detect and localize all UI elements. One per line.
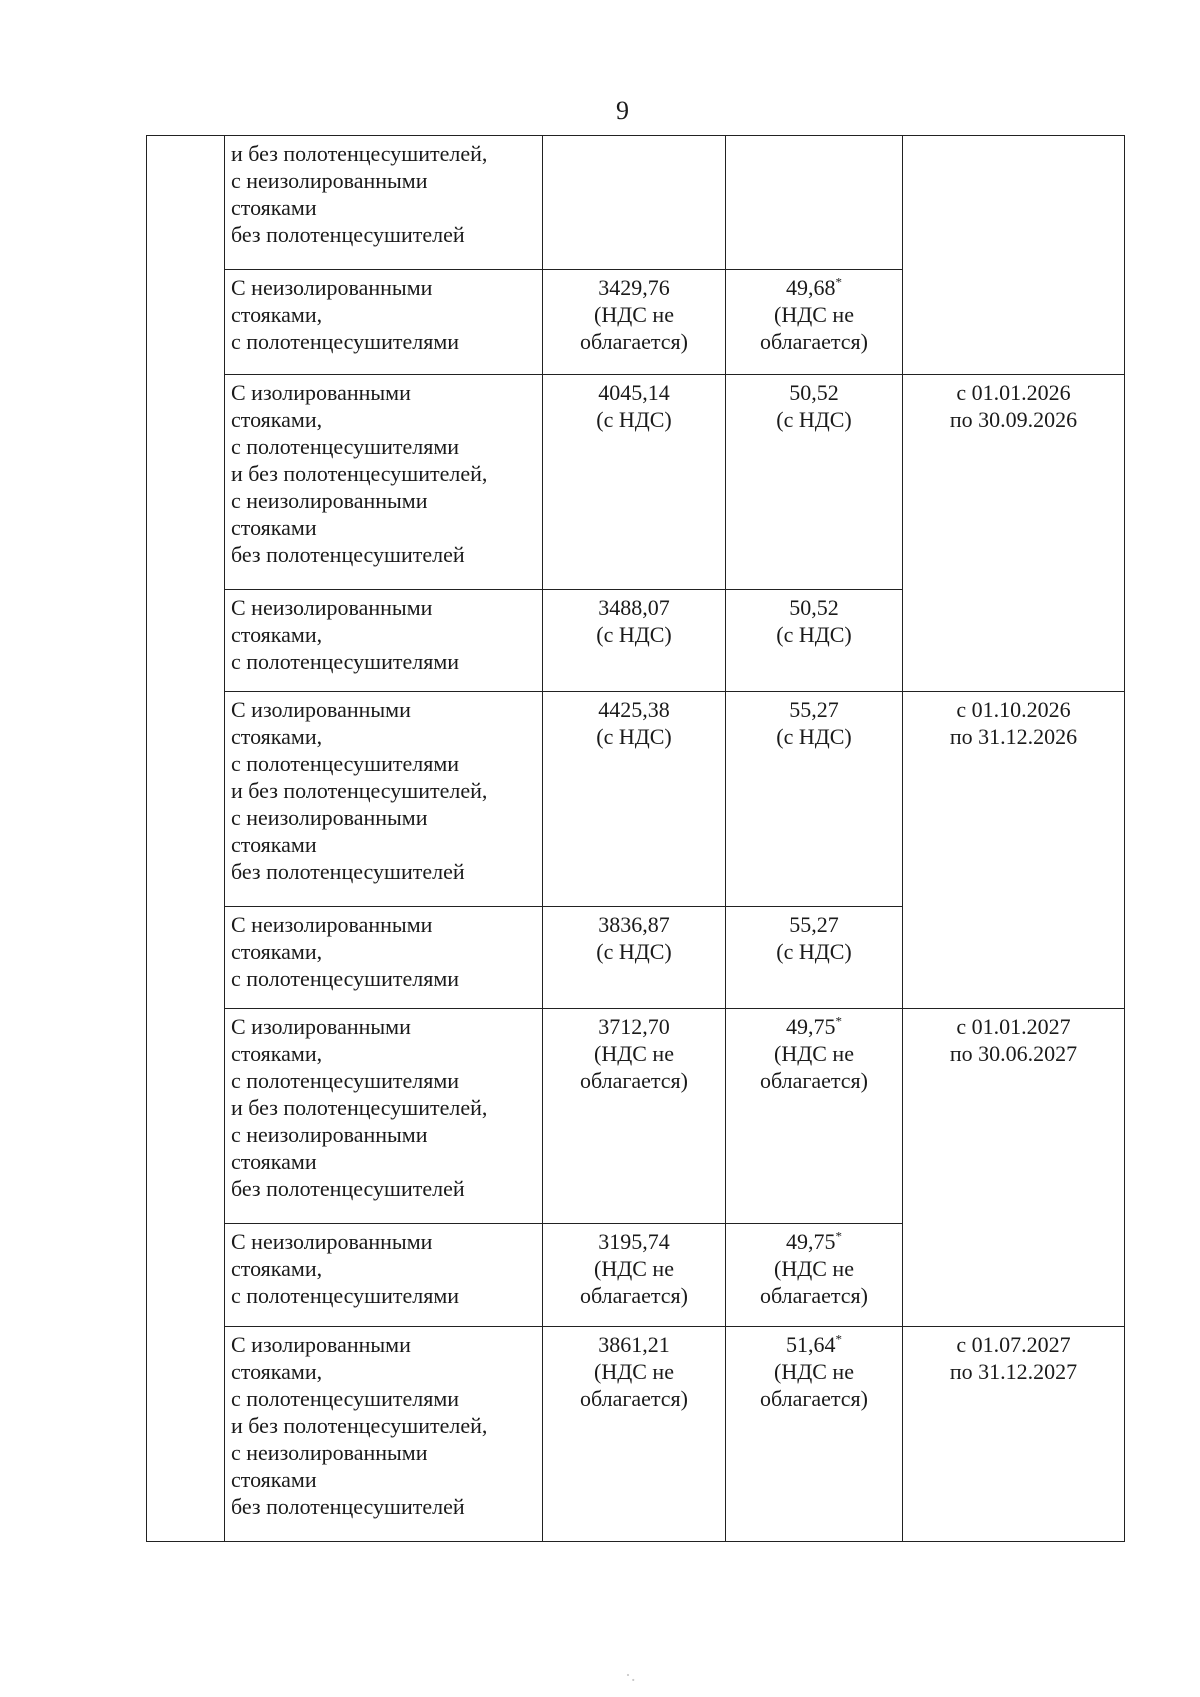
period-line: по 31.12.2027 <box>949 1359 1078 1384</box>
price-value: 49,68* <box>786 274 842 300</box>
price-2-cell <box>726 1009 903 1224</box>
description-line: и без полотенцесушителей, <box>231 778 488 803</box>
price-value: 3429,76 <box>598 275 670 300</box>
price-1-cell <box>543 270 726 375</box>
description-line: без полотенцесушителей <box>231 859 465 884</box>
description-line: с полотенцесушителями <box>231 1068 460 1093</box>
description-cell <box>225 1327 543 1542</box>
vat-note: облагается) <box>579 329 689 354</box>
vat-note: облагается) <box>579 1283 689 1308</box>
vat-note: (с НДС) <box>776 407 852 432</box>
description-line: с полотенцесушителями <box>231 751 460 776</box>
description-line: без полотенцесушителей <box>231 222 465 247</box>
scan-artifact: ·. <box>625 1665 636 1685</box>
description-line: С изолированными <box>231 697 411 722</box>
price-value: 55,27 <box>789 912 839 937</box>
period-cell <box>903 136 1125 375</box>
table-row <box>147 375 1125 590</box>
period-cell <box>903 1327 1125 1542</box>
description-line: С изолированными <box>231 380 411 405</box>
price-1-cell <box>543 1009 726 1224</box>
price-2-cell <box>726 1327 903 1542</box>
description-line: стояками <box>231 1467 317 1492</box>
table-row <box>147 136 1125 270</box>
description-line: с полотенцесушителями <box>231 434 460 459</box>
description-cell <box>225 270 543 375</box>
description-line: с неизолированными <box>231 805 428 830</box>
description-line: с полотенцесушителями <box>231 1386 460 1411</box>
price-value: 3861,21 <box>598 1332 670 1357</box>
vat-note: (НДС не <box>774 1359 854 1384</box>
period-line: с 01.10.2026 <box>956 697 1071 722</box>
description-line: С изолированными <box>231 1332 411 1357</box>
price-value: 51,64* <box>786 1331 842 1357</box>
description-line: С неизолированными <box>231 1229 433 1254</box>
vat-note: облагается) <box>759 329 869 354</box>
description-line: без полотенцесушителей <box>231 1494 465 1519</box>
vat-note: облагается) <box>579 1386 689 1411</box>
vat-note: облагается) <box>759 1068 869 1093</box>
price-value: 3712,70 <box>598 1014 670 1039</box>
tariff-table <box>146 135 1125 1542</box>
description-line: и без полотенцесушителей, <box>231 461 488 486</box>
vat-note: (НДС не <box>774 302 854 327</box>
price-2-cell <box>726 375 903 590</box>
vat-note: облагается) <box>759 1283 869 1308</box>
page-number: 9 <box>616 96 629 125</box>
description-line: стояками, <box>231 724 323 749</box>
period-line: по 31.12.2026 <box>949 724 1078 749</box>
period-line: с 01.01.2027 <box>956 1014 1071 1039</box>
price-value: 49,75* <box>786 1228 842 1254</box>
price-2-cell <box>726 1224 903 1327</box>
description-line: стояками <box>231 195 317 220</box>
period-cell <box>903 375 1125 692</box>
description-line: без полотенцесушителей <box>231 542 465 567</box>
description-line: стояками <box>231 515 317 540</box>
price-value: 50,52 <box>789 380 839 405</box>
table-row <box>147 1009 1125 1224</box>
vat-note: облагается) <box>579 1068 689 1093</box>
description-line: С неизолированными <box>231 275 433 300</box>
price-2-cell <box>726 270 903 375</box>
vat-note: (НДС не <box>774 1256 854 1281</box>
description-line: стояками, <box>231 1256 323 1281</box>
price-1-cell <box>543 1224 726 1327</box>
vat-note: (с НДС) <box>776 724 852 749</box>
period-cell <box>903 692 1125 1009</box>
vat-note: (с НДС) <box>776 939 852 964</box>
description-line: стояками, <box>231 407 323 432</box>
price-value: 55,27 <box>789 697 839 722</box>
period-line: по 30.09.2026 <box>949 407 1078 432</box>
description-line: стояками <box>231 832 317 857</box>
description-cell <box>225 907 543 1009</box>
price-2-cell <box>726 136 903 270</box>
description-line: с полотенцесушителями <box>231 966 460 991</box>
description-line: с неизолированными <box>231 488 428 513</box>
description-cell <box>225 136 543 270</box>
period-line: по 30.06.2027 <box>949 1041 1078 1066</box>
index-column-cell <box>147 136 225 1542</box>
description-line: с неизолированными <box>231 168 428 193</box>
price-value: 3488,07 <box>598 595 670 620</box>
vat-note: (с НДС) <box>596 622 672 647</box>
footnote-mark: * <box>835 1013 842 1029</box>
vat-note: (НДС не <box>594 1041 674 1066</box>
description-line: без полотенцесушителей <box>231 1176 465 1201</box>
vat-note: (с НДС) <box>596 407 672 432</box>
description-cell <box>225 1009 543 1224</box>
price-1-cell <box>543 375 726 590</box>
description-line: стояками <box>231 1149 317 1174</box>
vat-note: облагается) <box>759 1386 869 1411</box>
description-line: и без полотенцесушителей, <box>231 141 488 166</box>
price-2-cell <box>726 692 903 907</box>
description-line: с неизолированными <box>231 1440 428 1465</box>
price-value: 4425,38 <box>598 697 670 722</box>
price-1-cell <box>543 590 726 692</box>
footnote-mark: * <box>835 274 842 290</box>
description-line: с полотенцесушителями <box>231 329 460 354</box>
description-line: и без полотенцесушителей, <box>231 1095 488 1120</box>
description-line: С неизолированными <box>231 912 433 937</box>
vat-note: (НДС не <box>594 302 674 327</box>
period-line: с 01.07.2027 <box>956 1332 1071 1357</box>
description-line: стояками, <box>231 1359 323 1384</box>
description-cell <box>225 375 543 590</box>
price-value: 49,75* <box>786 1013 842 1039</box>
vat-note: (НДС не <box>774 1041 854 1066</box>
price-1-cell <box>543 136 726 270</box>
description-line: С неизолированными <box>231 595 433 620</box>
period-line: с 01.01.2026 <box>956 380 1071 405</box>
description-line: стояками, <box>231 302 323 327</box>
description-line: стояками, <box>231 1041 323 1066</box>
price-value: 3195,74 <box>598 1229 670 1254</box>
price-2-cell <box>726 590 903 692</box>
description-cell <box>225 1224 543 1327</box>
price-1-cell <box>543 1327 726 1542</box>
description-line: с полотенцесушителями <box>231 1283 460 1308</box>
vat-note: (НДС не <box>594 1359 674 1384</box>
period-cell <box>903 1009 1125 1327</box>
table-row <box>147 1327 1125 1542</box>
price-1-cell <box>543 907 726 1009</box>
description-cell <box>225 590 543 692</box>
price-value: 3836,87 <box>598 912 670 937</box>
price-value: 4045,14 <box>598 380 670 405</box>
description-line: стояками, <box>231 622 323 647</box>
description-cell <box>225 692 543 907</box>
description-line: с полотенцесушителями <box>231 649 460 674</box>
description-line: с неизолированными <box>231 1122 428 1147</box>
price-value: 50,52 <box>789 595 839 620</box>
description-line: и без полотенцесушителей, <box>231 1413 488 1438</box>
vat-note: (с НДС) <box>596 724 672 749</box>
table-row <box>147 692 1125 907</box>
footnote-mark: * <box>835 1228 842 1244</box>
price-2-cell <box>726 907 903 1009</box>
vat-note: (с НДС) <box>596 939 672 964</box>
price-1-cell <box>543 692 726 907</box>
description-line: стояками, <box>231 939 323 964</box>
description-line: С изолированными <box>231 1014 411 1039</box>
tariff-table-body <box>147 136 1125 1542</box>
vat-note: (НДС не <box>594 1256 674 1281</box>
vat-note: (с НДС) <box>776 622 852 647</box>
footnote-mark: * <box>835 1331 842 1347</box>
